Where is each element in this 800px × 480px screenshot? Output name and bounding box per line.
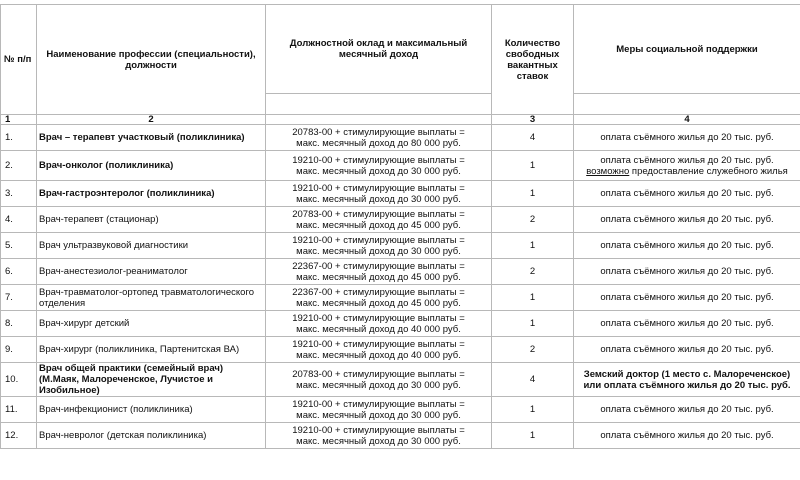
salary-line-1: 19210-00 + стимулирующие выплаты = [292, 338, 465, 350]
support-extra-rest: предоставление служебного жилья [629, 165, 788, 177]
salary-line-2: макс. месячный доход до 40 000 руб. [296, 349, 461, 361]
salary-line-1: 19210-00 + стимулирующие выплаты = [292, 312, 465, 324]
vacancies-count: 1 [492, 311, 574, 337]
table-row [1, 125, 800, 151]
salary-cell [266, 207, 492, 233]
header-support-sub [574, 94, 800, 115]
vacancies-count: 2 [492, 207, 574, 233]
vacancies-count: 1 [492, 151, 574, 181]
row-number: 9. [1, 337, 37, 363]
profession-name: Врач ультразвуковой диагностики [37, 233, 266, 259]
support-extra [576, 166, 798, 177]
vacancies-count: 1 [492, 397, 574, 423]
profession-name: Врач-анестезиолог-реаниматолог [37, 259, 266, 285]
support-measures [574, 151, 800, 181]
header-salary: Должностной оклад и максимальный месячный доход [266, 5, 492, 94]
row-number: 4. [1, 207, 37, 233]
salary-cell [266, 259, 492, 285]
support-text: оплата съёмного жилья до 20 тыс. руб. [600, 154, 774, 166]
salary-line-1: 20783-00 + стимулирующие выплаты = [292, 208, 465, 220]
header-support: Меры социальной поддержки [574, 5, 800, 94]
support-extra-underlined: возможно [586, 165, 630, 177]
table-row [1, 337, 800, 363]
row-number: 8. [1, 311, 37, 337]
support-measures [574, 125, 800, 151]
profession-name: Врач-инфекционист (поликлиника) [37, 397, 266, 423]
header-vacancies: Количество свободных вакантных ставок [492, 5, 574, 115]
salary-line-2: макс. месячный доход до 30 000 руб. [296, 193, 461, 205]
col-number-4: 4 [574, 115, 800, 125]
profession-name: Врач-онколог (поликлиника) [37, 151, 266, 181]
salary-line-1: 19210-00 + стимулирующие выплаты = [292, 154, 465, 166]
col-number-3: 3 [492, 115, 574, 125]
salary-cell [266, 337, 492, 363]
header-num: № п/п [1, 5, 37, 115]
profession-name: Врач-хирург (поликлиника, Партенитская ВА) [37, 337, 266, 363]
table-row [1, 181, 800, 207]
vacancies-count: 1 [492, 285, 574, 311]
salary-cell [266, 181, 492, 207]
salary-line-1: 19210-00 + стимулирующие выплаты = [292, 234, 465, 246]
vacancies-count: 4 [492, 125, 574, 151]
support-text: оплата съёмного жилья до 20 тыс. руб. [600, 240, 774, 251]
table-row [1, 151, 800, 181]
table-row [1, 397, 800, 423]
salary-line-2: макс. месячный доход до 30 000 руб. [296, 435, 461, 447]
profession-name: Врач-травматолог-ортопед травматологического отделения [37, 285, 266, 311]
table-row [1, 207, 800, 233]
salary-line-2: макс. месячный доход до 80 000 руб. [296, 137, 461, 149]
support-measures [574, 397, 800, 423]
col-number-empty [266, 115, 492, 125]
salary-line-1: 19210-00 + стимулирующие выплаты = [292, 424, 465, 436]
salary-cell [266, 363, 492, 397]
row-number: 12. [1, 423, 37, 449]
salary-cell [266, 125, 492, 151]
table-row [1, 311, 800, 337]
salary-line-1: 19210-00 + стимулирующие выплаты = [292, 182, 465, 194]
table-row [1, 363, 800, 397]
support-text: оплата съёмного жилья до 20 тыс. руб. [600, 188, 774, 199]
support-measures [574, 233, 800, 259]
support-measures [574, 337, 800, 363]
salary-line-2: макс. месячный доход до 45 000 руб. [296, 297, 461, 309]
profession-name: Врач-хирург детский [37, 311, 266, 337]
vacancies-count: 1 [492, 233, 574, 259]
row-number: 11. [1, 397, 37, 423]
col-number-2: 2 [37, 115, 266, 125]
support-text: оплата съёмного жилья до 20 тыс. руб. [600, 318, 774, 329]
support-measures [574, 181, 800, 207]
profession-name: Врач-терапевт (стационар) [37, 207, 266, 233]
support-text: оплата съёмного жилья до 20 тыс. руб. [600, 266, 774, 277]
table-row [1, 285, 800, 311]
support-measures [574, 259, 800, 285]
support-text: оплата съёмного жилья до 20 тыс. руб. [600, 404, 774, 415]
support-text: оплата съёмного жилья до 20 тыс. руб. [600, 214, 774, 225]
salary-line-1: 22367-00 + стимулирующие выплаты = [292, 260, 465, 272]
vacancies-count: 1 [492, 423, 574, 449]
salary-line-2: макс. месячный доход до 45 000 руб. [296, 271, 461, 283]
salary-line-2: макс. месячный доход до 30 000 руб. [296, 379, 461, 391]
support-text: оплата съёмного жилья до 20 тыс. руб. [600, 132, 774, 143]
support-measures [574, 423, 800, 449]
row-number: 6. [1, 259, 37, 285]
col-number-1: 1 [1, 115, 37, 125]
support-text: оплата съёмного жилья до 20 тыс. руб. [600, 430, 774, 441]
salary-line-2: макс. месячный доход до 30 000 руб. [296, 409, 461, 421]
table-row [1, 423, 800, 449]
row-number: 5. [1, 233, 37, 259]
column-numbers-row [1, 115, 800, 125]
vacancies-count: 2 [492, 337, 574, 363]
row-number: 1. [1, 125, 37, 151]
row-number: 2. [1, 151, 37, 181]
support-measures [574, 311, 800, 337]
header-salary-sub [266, 94, 492, 115]
salary-line-2: макс. месячный доход до 45 000 руб. [296, 219, 461, 231]
support-measures [574, 285, 800, 311]
salary-line-1: 19210-00 + стимулирующие выплаты = [292, 398, 465, 410]
support-text: Земский доктор (1 место с. Малореченское) или оплата съёмного жилья до 20 тыс. руб. [583, 368, 791, 391]
salary-line-1: 20783-00 + стимулирующие выплаты = [292, 126, 465, 138]
row-number: 10. [1, 363, 37, 397]
table-row [1, 259, 800, 285]
vacancies-count: 2 [492, 259, 574, 285]
salary-cell [266, 151, 492, 181]
header-name: Наименование профессии (специальности), должности [37, 5, 266, 115]
salary-cell [266, 285, 492, 311]
salary-line-2: макс. месячный доход до 30 000 руб. [296, 165, 461, 177]
profession-name: Врач – терапевт участковый (поликлиника) [37, 125, 266, 151]
salary-cell [266, 233, 492, 259]
table-body [1, 125, 800, 449]
salary-line-2: макс. месячный доход до 30 000 руб. [296, 245, 461, 257]
salary-line-2: макс. месячный доход до 40 000 руб. [296, 323, 461, 335]
row-number: 3. [1, 181, 37, 207]
vacancies-count: 1 [492, 181, 574, 207]
salary-line-1: 22367-00 + стимулирующие выплаты = [292, 286, 465, 298]
salary-cell [266, 397, 492, 423]
row-number: 7. [1, 285, 37, 311]
support-text: оплата съёмного жилья до 20 тыс. руб. [600, 292, 774, 303]
support-text: оплата съёмного жилья до 20 тыс. руб. [600, 344, 774, 355]
table-row [1, 233, 800, 259]
header-row [1, 5, 800, 94]
profession-name: Врач-гастроэнтеролог (поликлиника) [37, 181, 266, 207]
support-measures [574, 207, 800, 233]
vacancies-table [0, 4, 800, 449]
support-measures [574, 363, 800, 397]
profession-name: Врач общей практики (семейный врач) (М.Маяк, Малореченское, Лучистое и Изобильное) [37, 363, 266, 397]
salary-cell [266, 423, 492, 449]
vacancies-count: 4 [492, 363, 574, 397]
profession-name: Врач-невролог (детская поликлиника) [37, 423, 266, 449]
salary-line-1: 20783-00 + стимулирующие выплаты = [292, 368, 465, 380]
salary-cell [266, 311, 492, 337]
